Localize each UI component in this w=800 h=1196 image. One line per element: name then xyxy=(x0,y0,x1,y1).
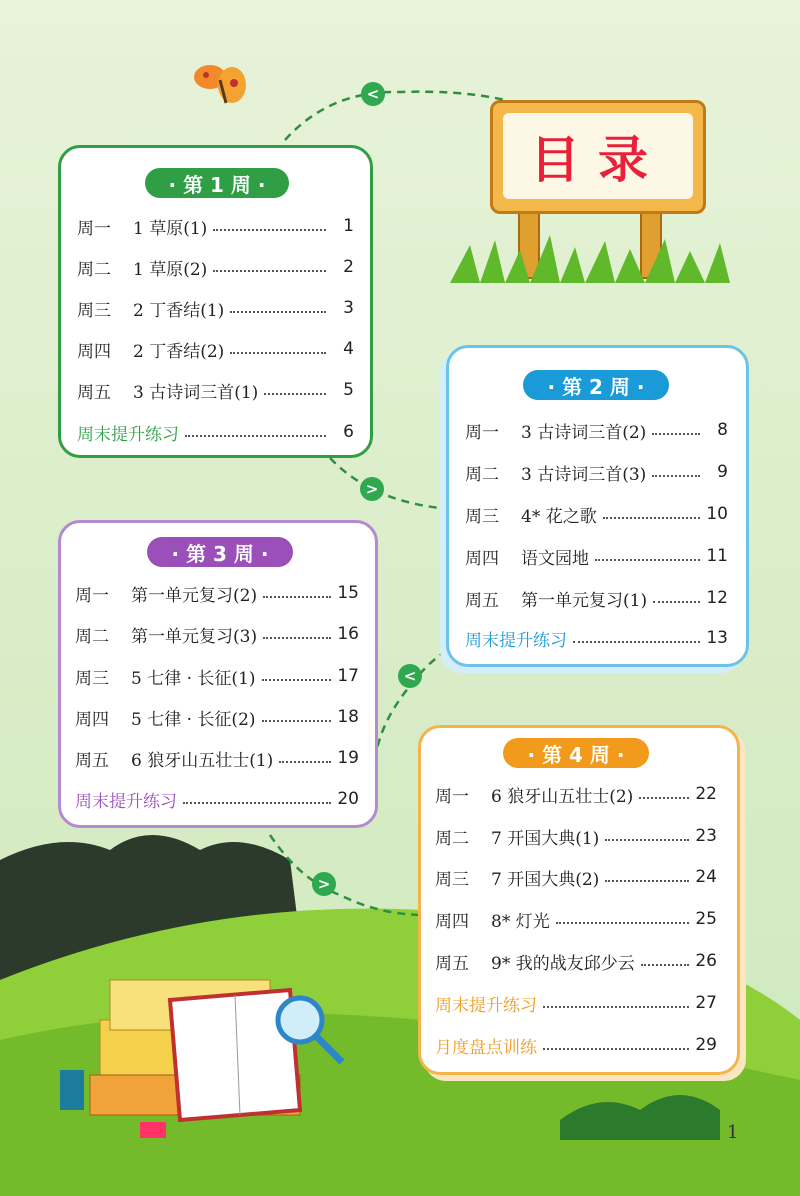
toc-entry[interactable]: 周一 6 狼牙山五壮士(2) 22 xyxy=(435,784,717,807)
week-3-title: · 第 3 周 · xyxy=(147,537,293,567)
toc-entry[interactable]: 周二 3 古诗词三首(3) 9 xyxy=(465,462,728,485)
toc-entry[interactable]: 周四 语文园地 11 xyxy=(465,546,728,569)
toc-entry[interactable]: 周三 4* 花之歌 10 xyxy=(465,504,728,527)
toc-entry[interactable]: 周二 7 开国大典(1) 23 xyxy=(435,826,717,849)
week-4-panel xyxy=(418,725,740,1075)
week-4-title: · 第 4 周 · xyxy=(503,738,649,768)
path-arrow-icon: < xyxy=(398,664,422,688)
toc-entry[interactable]: 周四 2 丁香结(2) 4 xyxy=(77,339,354,362)
toc-entry[interactable]: 周三 2 丁香结(1) 3 xyxy=(77,298,354,321)
toc-entry[interactable]: 周四 8* 灯光 25 xyxy=(435,909,717,932)
week-3-panel xyxy=(58,520,378,828)
toc-entry-weekend[interactable]: 周末提升练习 6 xyxy=(77,422,354,445)
toc-entry[interactable]: 周一 第一单元复习(2) 15 xyxy=(75,583,359,606)
toc-entry-weekend[interactable]: 周末提升练习 13 xyxy=(465,628,728,651)
toc-entry[interactable]: 周五 9* 我的战友邱少云 26 xyxy=(435,951,717,974)
path-arrow-icon: > xyxy=(360,477,384,501)
toc-entry-weekend[interactable]: 周末提升练习 27 xyxy=(435,993,717,1016)
path-arrow-icon: > xyxy=(312,872,336,896)
toc-entry[interactable]: 周一 1 草原(1) 1 xyxy=(77,216,354,239)
toc-entry[interactable]: 周四 5 七律 · 长征(2) 18 xyxy=(75,707,359,730)
path-arrow-icon: < xyxy=(361,82,385,106)
toc-entry-monthly[interactable]: 月度盘点训练 29 xyxy=(435,1035,717,1058)
week-2-title: · 第 2 周 · xyxy=(523,370,669,400)
toc-entry[interactable]: 周二 第一单元复习(3) 16 xyxy=(75,624,359,647)
toc-entry-weekend[interactable]: 周末提升练习 20 xyxy=(75,789,359,812)
week-1-panel xyxy=(58,145,373,458)
sign-title: 目录 xyxy=(530,131,666,189)
toc-entry[interactable]: 周三 7 开国大典(2) 24 xyxy=(435,867,717,890)
toc-entry[interactable]: 周一 3 古诗词三首(2) 8 xyxy=(465,420,728,443)
week-1-title: · 第 1 周 · xyxy=(145,168,289,198)
toc-entry[interactable]: 周五 3 古诗词三首(1) 5 xyxy=(77,380,354,403)
week-2-panel xyxy=(446,345,749,667)
toc-entry[interactable]: 周五 6 狼牙山五壮士(1) 19 xyxy=(75,748,359,771)
toc-entry[interactable]: 周三 5 七律 · 长征(1) 17 xyxy=(75,666,359,689)
toc-entry[interactable]: 周二 1 草原(2) 2 xyxy=(77,257,354,280)
toc-entry[interactable]: 周五 第一单元复习(1) 12 xyxy=(465,588,728,611)
page-number: 1 xyxy=(727,1122,739,1143)
